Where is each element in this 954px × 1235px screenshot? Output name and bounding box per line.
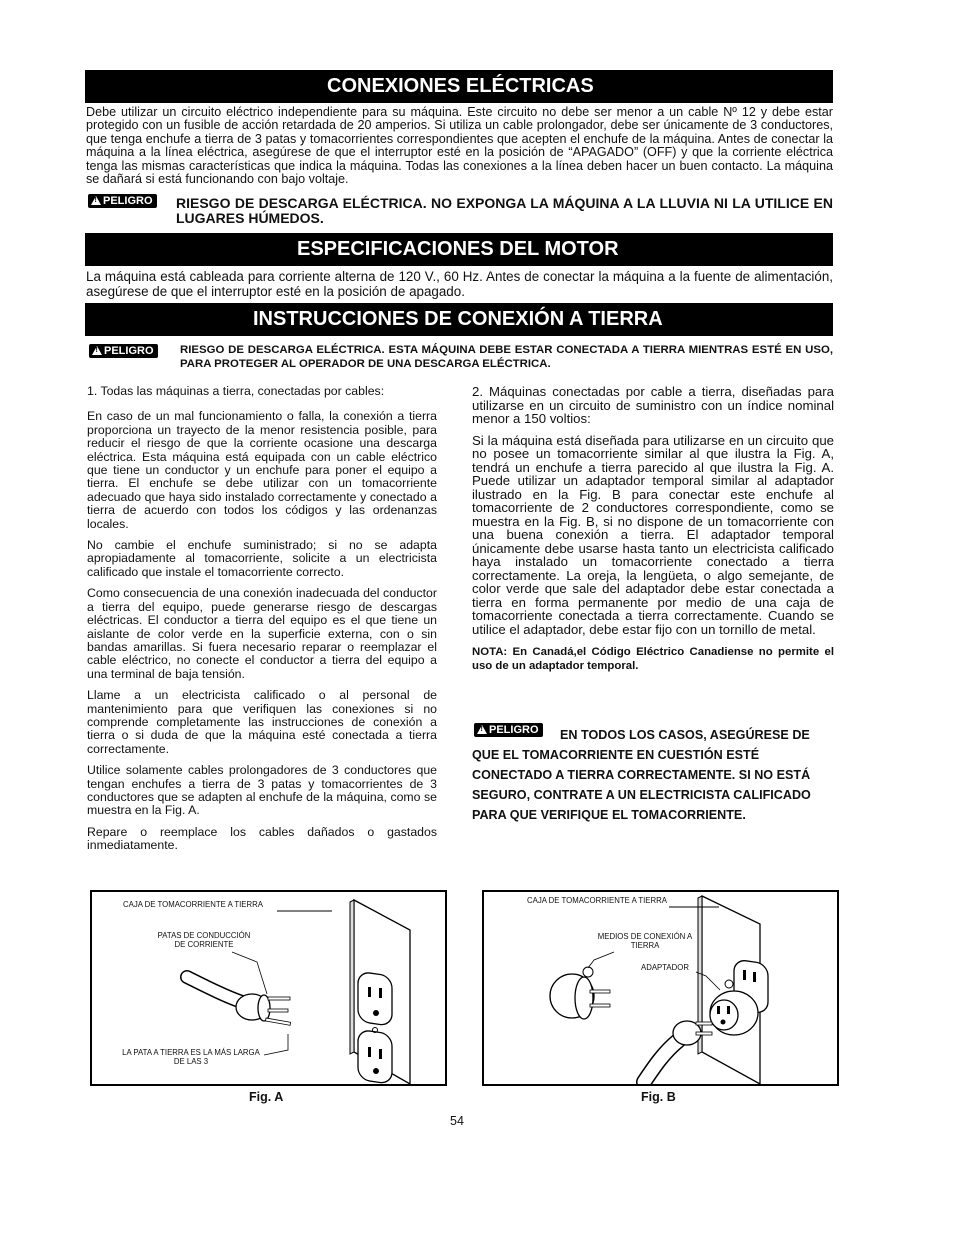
note-canada: NOTA: En Canadá,el Código Eléctrico Canadiense no permite el uso de un adaptador temporal. [472,646,834,672]
danger-badge [89,344,158,358]
badge-label: PELIGRO [103,195,153,207]
badge-label: PELIGRO [104,345,154,357]
paragraph: No cambie el enchufe suministrado; si no se adapta apropiadamente al tomacorriente, solicite a un electricista calificado que instale el tomacorriente correcto. [87,538,437,579]
figure-a-caption: Fig. A [249,1090,284,1104]
page-number: 54 [450,1114,464,1128]
warning-triangle-icon [92,346,102,355]
paragraph: Como consecuencia de una conexión inadecuada del conductor a tierra del equipo, puede generarse riesgo de descargas eléctricas. El conductor a tierra del equipo es el que tiene un aislante de color verde en la superficie externa, con o sin bandas amarillas. Si fuera necesario reparar o reemplazar el cable eléctrico, no conecte el conductor a tierra del equipo a una terminal de baja tensión. [87,586,437,681]
warning-wet-locations: RIESGO DE DESCARGA ELÉCTRICA. NO EXPONGA LA MÁQUINA A LA LLUVIA NI LA UTILICE EN LUGARES HÚMEDOS. [176,195,833,226]
paragraph: Repare o reemplace los cables dañados o gastados inmediatamente. [87,824,437,853]
paragraph: Utilice solamente cables prolongadores de 3 conductores que tengan enchufes a tierra de 3 patas y tomacorrientes de 3 conductores que se adapten al enchufe de la máquina, como se muestra en la Fig. A. [87,763,437,818]
adapter-illustration [484,892,837,1084]
motor-body: La máquina está cableada para corriente alterna de 120 V., 60 Hz. Antes de conectar la máquina a la fuente de alimentación, asegúrese de que el interruptor esté en la posición de apagado. [86,269,833,299]
figure-a [90,890,447,1086]
figb-label-box: CAJA DE TOMACORRIENTE A TIERRA [527,896,667,905]
badge-label: PELIGRO [489,724,539,736]
warning-check-outlet: EN TODOS LOS CASOS, ASEGÚRESE DE QUE EL TOMACORRIENTE EN CUESTIÓN ESTÉ CONECTADO A TIERRA CORRECTAMENTE. SI NO ESTÁ SEGURO, CONTRATE A UN ELECTRICISTA CALIFICADO PARA QUE VERIFIQUE EL TOMACORRIENTE. [472,728,811,822]
figa-label-ground-pin: LA PATA A TIERRA ES LA MÁS LARGA DE LAS 3 [122,1048,260,1067]
figure-b [482,890,839,1086]
warning-grounding: RIESGO DE DESCARGA ELÉCTRICA. ESTA MÁQUINA DEBE ESTAR CONECTADA A TIERRA MIENTRAS ESTÉ EN USO, PARA PROTEGER AL OPERADOR DE UNA DESCARGA ELÉCTRICA. [180,344,833,371]
paragraph: 2. Máquinas conectadas por cable a tierra, diseñadas para utilizarse en un circuito de suministro con un índice nominal menor a 150 voltios: [472,384,834,426]
section-title-grounding: INSTRUCCIONES DE CONEXIÓN A TIERRA [85,303,833,336]
section-title-motor: ESPECIFICACIONES DEL MOTOR [85,233,833,266]
paragraph: En caso de un mal funcionamiento o falla, la conexión a tierra proporciona un trayecto de la menor resistencia posible, para reducir el riesgo de que la corriente ocasione una descarga eléctrica. Esta máquina está equipada con un cable eléctrico que tiene un conductor y un enchufe para poner el equipo a tierra. El enchufe se debe utilizar con un tomacorriente adecuado que haya sido instalado correctamente y conectado a tierra de acuerdo con todos los códigos y las ordenanzas locales. [87,409,437,531]
danger-badge [88,194,157,208]
figb-label-ground-means: MEDIOS DE CONEXIÓN A TIERRA [597,932,693,951]
figa-label-box: CAJA DE TOMACORRIENTE A TIERRA [123,900,263,909]
section-title-electrical: CONEXIONES ELÉCTRICAS [85,70,833,103]
figa-label-prongs: PATAS DE CONDUCCIÓN DE CORRIENTE [157,931,251,950]
right-column [472,385,834,673]
left-column [87,385,437,861]
paragraph: 1. Todas las máquinas a tierra, conectadas por cables: [87,384,385,398]
figure-b-caption: Fig. B [641,1090,676,1104]
paragraph: Si la máquina está diseñada para utilizarse en un circuito que no posee un tomacorriente similar al que ilustra la Fig. A, tendrá un enchufe a tierra parecido al que ilustra la Fig. A. Puede utilizar un adaptador temporal similar al adaptador ilustrado en la Fig. B para conectar este enchufe al tomacorriente de 2 conductores correspondiente, como se muestra en la Fig. B, si no dispone de un tomacorriente con una buena conexión a tierra. El adaptador temporal únicamente debe usarse hasta tanto un electricista calificado haya instalado un tomacorriente conectado a tierra correctamente. La oreja, la lengüeta, o algo semejante, de color verde que sale del adaptador debe estar conectada a tierra en forma permanente por medio de una caja de tomacorriente conectada a tierra correctamente. Cuando se utilice el adaptador, debe estar fijo con un tornillo de metal. [472,432,834,637]
figb-label-adapter: ADAPTADOR [641,963,689,972]
electrical-body: Debe utilizar un circuito eléctrico independiente para su máquina. Este circuito no debe ser menor a un cable Nº 12 y debe estar protegido con un fusible de acción retardada de 20 amperios. Si utiliza un cable prolongador, debe ser únicamente de 3 conductores, que tenga enchufe a tierra de 3 patas y tomacorrientes correspondientes que acepten el enchufe de la máquina. Antes de conectar la máquina a la línea eléctrica, asegúrese de que el interruptor esté en la posición de “APAGADO” (OFF) y que la corriente eléctrica tenga las mismas características que indica la máquina. Todas las conexiones a la línea deben hacer un buen contacto. La máquina se dañará si está funcionando con bajo voltaje. [86,105,833,187]
paragraph: Llame a un electricista calificado o al personal de mantenimiento para que verifiquen las conexiones si no comprende completamente las instrucciones de conexión a tierra o si duda de que la máquina esté conectada a tierra correctamente. [87,688,437,756]
warning-triangle-icon [91,196,101,205]
